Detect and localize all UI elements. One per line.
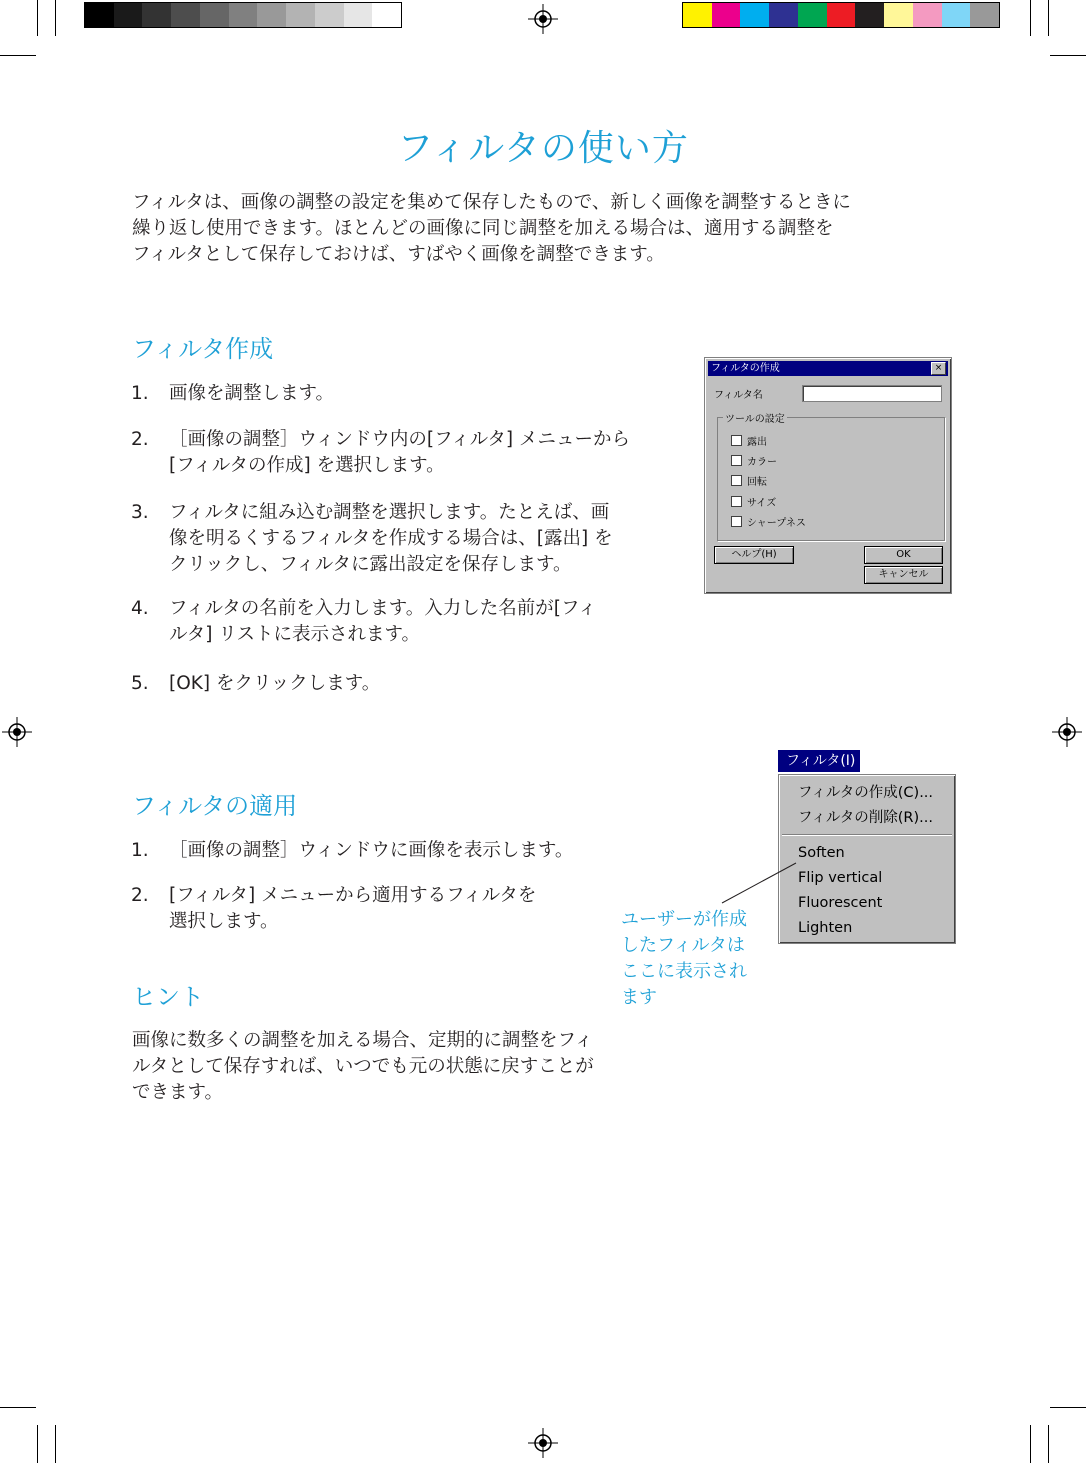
intro-paragraph	[132, 190, 952, 268]
color-swatch	[85, 3, 114, 27]
step-text: 選択します。	[169, 911, 279, 932]
section-heading-hint: ヒント	[132, 983, 204, 1011]
color-swatch	[315, 3, 344, 27]
step-text: 像を明るくするフィルタを作成する場合は、[露出] を	[169, 528, 613, 549]
menu-item-filter[interactable]: Flip vertical	[798, 870, 883, 886]
filter-name-label: フィルタ名	[714, 390, 763, 401]
step-text: クリックし、フィルタに露出設定を保存します。	[169, 554, 572, 575]
ok-button[interactable]: OK	[864, 546, 943, 564]
registration-mark-icon	[528, 4, 558, 34]
callout-leader-line	[718, 860, 798, 906]
hint-line: ルタとして保存すれば、いつでも元の状態に戻すことが	[132, 1056, 594, 1077]
menu-item-filter[interactable]: Soften	[798, 845, 845, 861]
color-swatch	[372, 3, 401, 27]
color-swatch	[942, 3, 971, 27]
color-swatch	[229, 3, 258, 27]
step-number: 1.	[131, 840, 149, 861]
step-text: ［画像の調整］ウィンドウに画像を表示します。	[169, 840, 574, 861]
color-swatch	[142, 3, 171, 27]
create-filter-dialog	[704, 357, 952, 594]
color-calibration-strip	[682, 2, 1000, 28]
color-swatch	[970, 3, 999, 27]
checkbox-sharpness[interactable]	[731, 514, 806, 529]
callout-line: ユーザーが作成	[621, 909, 747, 930]
menu-item-create-filter[interactable]: フィルタの作成(C)...	[798, 785, 934, 801]
dialog-title: フィルタの作成	[711, 363, 780, 374]
menu-separator	[782, 834, 952, 836]
color-swatch	[798, 3, 827, 27]
step-number: 2.	[131, 429, 149, 450]
checkbox-icon	[731, 496, 742, 507]
registration-mark-icon	[2, 717, 32, 747]
color-swatch	[683, 3, 712, 27]
color-swatch	[344, 3, 373, 27]
checkbox-icon	[731, 516, 742, 527]
filter-menu-title[interactable]: フィルタ(I)	[778, 750, 860, 772]
color-swatch	[855, 3, 884, 27]
section-heading-create: フィルタ作成	[132, 335, 274, 363]
step-text: フィルタに組み込む調整を選択します。たとえば、画	[169, 502, 610, 523]
step-number: 1.	[131, 383, 149, 404]
dialog-titlebar	[708, 361, 948, 376]
hint-paragraph	[132, 1028, 594, 1106]
color-swatch	[913, 3, 942, 27]
callout-line: ここに表示され	[621, 961, 747, 982]
color-swatch	[769, 3, 798, 27]
menu-item-delete-filter[interactable]: フィルタの削除(R)...	[798, 810, 933, 826]
group-label: ツールの設定	[723, 410, 787, 425]
color-swatch	[200, 3, 229, 27]
color-swatch	[257, 3, 286, 27]
step-text: [フィルタ] メニューから適用するフィルタを	[169, 885, 537, 906]
color-swatch	[286, 3, 315, 27]
callout-line: ます	[621, 987, 657, 1008]
color-swatch	[740, 3, 769, 27]
page-title: フィルタの使い方	[397, 128, 689, 169]
checkbox-label: 露出	[747, 437, 767, 448]
checkbox-rotate[interactable]	[731, 473, 767, 488]
hint-line: 画像に数多くの調整を加える場合、定期的に調整をフィ	[132, 1030, 594, 1051]
filter-name-input[interactable]	[802, 385, 942, 402]
step-text: [フィルタの作成] を選択します。	[169, 455, 445, 476]
color-swatch	[712, 3, 741, 27]
menu-item-filter[interactable]: Lighten	[798, 920, 853, 936]
registration-mark-icon	[1052, 717, 1082, 747]
registration-mark-icon	[528, 1428, 558, 1458]
intro-line: 繰り返し使用できます。ほとんどの画像に同じ調整を加える場合は、適用する調整を	[132, 218, 834, 239]
step-text: フィルタの名前を入力します。入力した名前が[フィ	[169, 598, 597, 619]
step-text: [OK] をクリックします。	[169, 673, 381, 694]
menu-callout	[621, 907, 747, 1011]
color-swatch	[827, 3, 856, 27]
checkbox-color[interactable]	[731, 453, 777, 468]
checkbox-exposure[interactable]	[731, 433, 767, 448]
section-heading-apply: フィルタの適用	[132, 792, 298, 820]
intro-line: フィルタとして保存しておけば、すばやく画像を調整できます。	[132, 244, 665, 265]
step-number: 4.	[131, 598, 149, 619]
step-text: 画像を調整します。	[169, 383, 335, 404]
color-swatch	[114, 3, 143, 27]
hint-line: できます。	[132, 1082, 224, 1103]
color-swatch	[171, 3, 200, 27]
checkbox-icon	[731, 475, 742, 486]
step-text: ［画像の調整］ウィンドウ内の[フィルタ] メニューから	[169, 429, 630, 450]
color-swatch	[884, 3, 913, 27]
checkbox-label: 回転	[747, 477, 767, 488]
step-text: ルタ] リストに表示されます。	[169, 624, 421, 645]
callout-line: したフィルタは	[621, 935, 745, 956]
step-number: 5.	[131, 673, 149, 694]
filter-menu-dropdown	[778, 774, 956, 944]
checkbox-label: シャープネス	[747, 518, 806, 529]
checkbox-label: カラー	[747, 457, 777, 468]
close-icon[interactable]: ×	[931, 362, 946, 375]
checkbox-label: サイズ	[747, 498, 777, 509]
gray-calibration-strip	[84, 2, 402, 28]
checkbox-icon	[731, 435, 742, 446]
checkbox-size[interactable]	[731, 494, 776, 509]
menu-item-filter[interactable]: Fluorescent	[798, 895, 883, 911]
cancel-button[interactable]: キャンセル	[864, 566, 943, 584]
step-number: 2.	[131, 885, 149, 906]
step-number: 3.	[131, 502, 149, 523]
intro-line: フィルタは、画像の調整の設定を集めて保存したもので、新しく画像を調整するときに	[132, 192, 851, 213]
help-button[interactable]: ヘルプ(H)	[714, 546, 794, 564]
checkbox-icon	[731, 455, 742, 466]
